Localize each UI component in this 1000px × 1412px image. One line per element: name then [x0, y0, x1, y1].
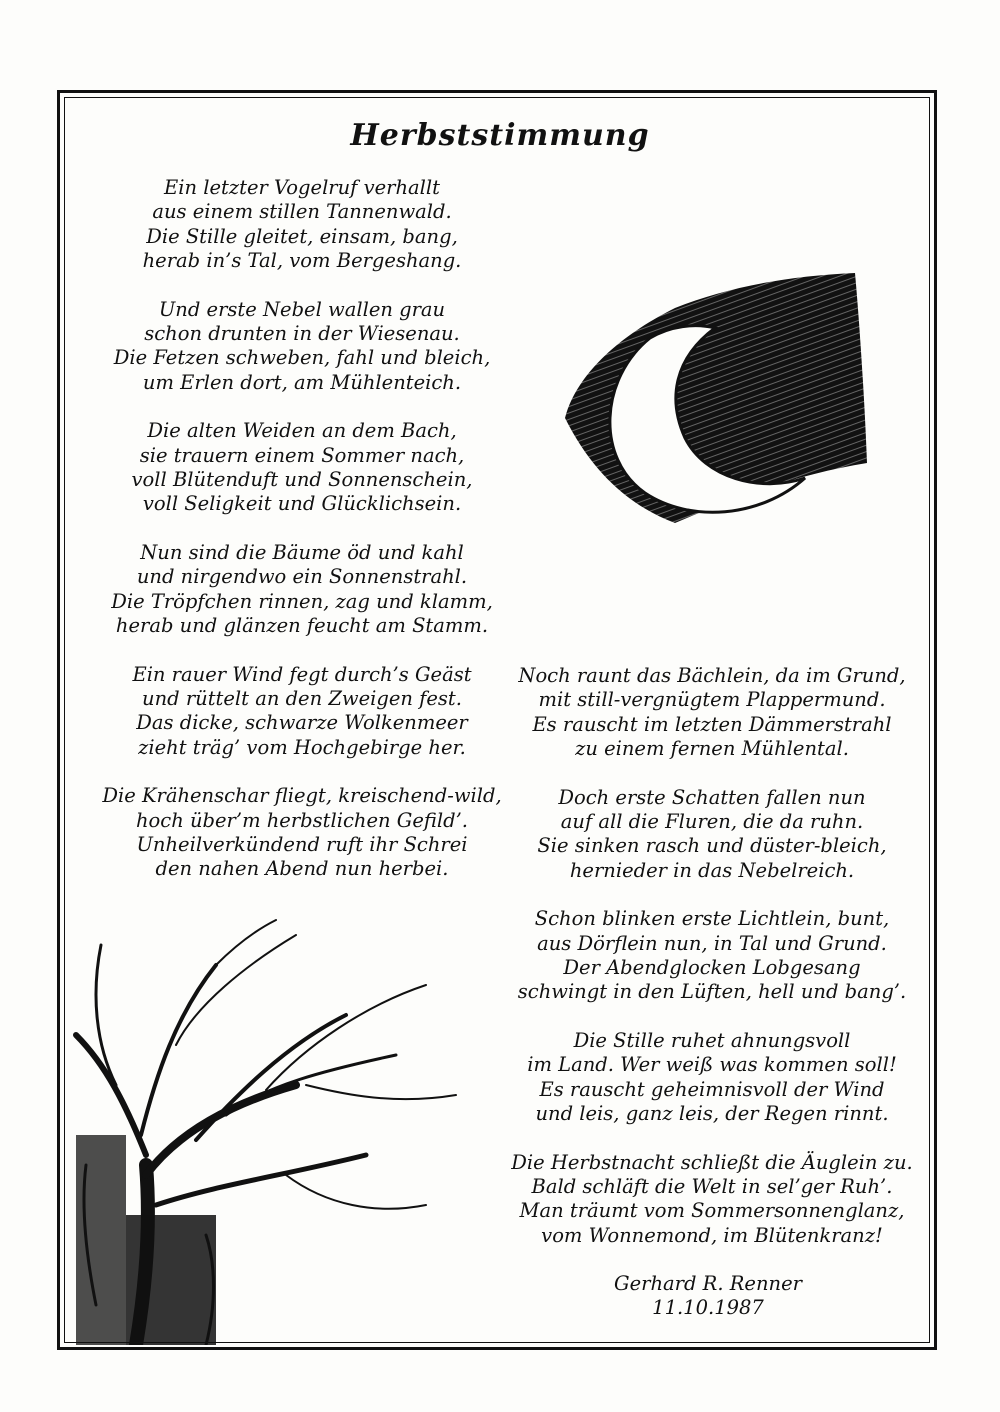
poem-line: Die Fetzen schweben, fahl und bleich,: [113, 346, 491, 370]
poem-line: hernieder in das Nebelreich.: [569, 858, 855, 882]
poem-line: im Land. Wer weiß was kommen soll!: [527, 1053, 897, 1077]
poem-stanza: [72, 663, 532, 761]
poem-line: und leis, ganz leis, der Regen rinnt.: [535, 1102, 889, 1126]
poem-line: Es rauscht geheimnisvoll der Wind: [539, 1077, 885, 1101]
poem-line: auf all die Fluren, die da ruhn.: [560, 810, 864, 834]
poem-line: Das dicke, schwarze Wolkenmeer: [136, 711, 468, 735]
poem-line: sie trauern einem Sommer nach,: [139, 443, 465, 467]
poem-line: herab und glänzen feucht am Stamm.: [115, 614, 489, 638]
poem-line: und rüttelt an den Zweigen fest.: [142, 686, 462, 710]
poem-line: schwingt in den Lüften, hell und bang’.: [517, 980, 907, 1004]
poem-line: Die Stille ruhet ahnungsvoll: [573, 1028, 851, 1052]
poem-line: Die Stille gleitet, einsam, bang,: [146, 224, 458, 248]
poem-stanza: [492, 1151, 932, 1249]
poem-line: Und erste Nebel wallen grau: [158, 297, 446, 321]
poem-line: voll Seligkeit und Glücklichsein.: [142, 492, 462, 516]
poem-line: Die alten Weiden an dem Bach,: [147, 419, 457, 443]
poem-line: und nirgendwo ein Sonnenstrahl.: [136, 565, 468, 589]
bare-tree-icon: [66, 905, 466, 1345]
poem-line: herab in’s Tal, vom Bergeshang.: [142, 249, 462, 273]
poem-stanza: [72, 298, 532, 396]
poem-stanza: [492, 786, 932, 884]
poem-line: vom Wonnemond, im Blütenkranz!: [541, 1223, 883, 1247]
poem-line: um Erlen dort, am Mühlenteich.: [142, 370, 462, 394]
poem-right-column: [492, 664, 932, 1272]
poem-stanza: [492, 907, 932, 1005]
poem-line: voll Blütenduft und Sonnenschein,: [131, 468, 473, 492]
author-name: Gerhard R. Renner: [614, 1272, 802, 1295]
poem-stanza: [72, 784, 532, 882]
poem-line: Die Herbstnacht schließt die Äuglein zu.: [511, 1150, 913, 1174]
crescent-moon-icon: [555, 268, 870, 533]
poem-line: Sie sinken rasch und düster-bleich,: [537, 834, 887, 858]
poem-line: zu einem fernen Mühlental.: [575, 737, 849, 761]
poem-stanza: [492, 664, 932, 762]
poem-stanza: [72, 419, 532, 517]
poem-line: aus Dörflein nun, in Tal und Grund.: [537, 931, 887, 955]
poem-line: Es rauscht im letzten Dämmerstrahl: [532, 712, 892, 736]
signature-block: [548, 1272, 868, 1320]
poem-line: Ein rauer Wind fegt durch’s Geäst: [132, 662, 472, 686]
poem-line: Bald schläft die Welt in sel’ger Ruh’.: [531, 1174, 893, 1198]
poem-stanza: [72, 176, 532, 274]
poem-line: Man träumt vom Sommersonnenglanz,: [519, 1199, 905, 1223]
poem-date: 11.10.1987: [652, 1296, 764, 1319]
poem-line: den nahen Abend nun herbei.: [155, 857, 449, 881]
poem-line: Ein letzter Vogelruf verhallt: [164, 176, 440, 199]
poem-line: Noch raunt das Bächlein, da im Grund,: [518, 664, 906, 687]
poem-line: zieht träg’ vom Hochgebirge her.: [138, 735, 466, 759]
poem-line: Doch erste Schatten fallen nun: [558, 785, 866, 809]
poem-line: Schon blinken erste Lichtlein, bunt,: [534, 907, 890, 931]
poem-line: mit still-vergnügtem Plappermund.: [538, 688, 886, 712]
poem-line: schon drunten in der Wiesenau.: [144, 322, 460, 346]
poem-stanza: [492, 1029, 932, 1127]
poem-title: Herbststimmung: [350, 118, 650, 153]
poem-line: Die Krähenschar fliegt, kreischend-wild,: [102, 784, 502, 808]
poem-line: Unheilverkündend ruft ihr Schrei: [136, 832, 468, 856]
poem-line: hoch über’m herbstlichen Gefild’.: [135, 808, 468, 832]
poem-left-column: [72, 176, 532, 906]
poem-stanza: [72, 541, 532, 639]
poem-line: Die Tröpfchen rinnen, zag und klamm,: [111, 589, 493, 613]
poem-line: aus einem stillen Tannenwald.: [152, 200, 452, 224]
poem-line: Nun sind die Bäume öd und kahl: [140, 540, 464, 564]
poem-line: Der Abendglocken Lobgesang: [563, 956, 861, 980]
